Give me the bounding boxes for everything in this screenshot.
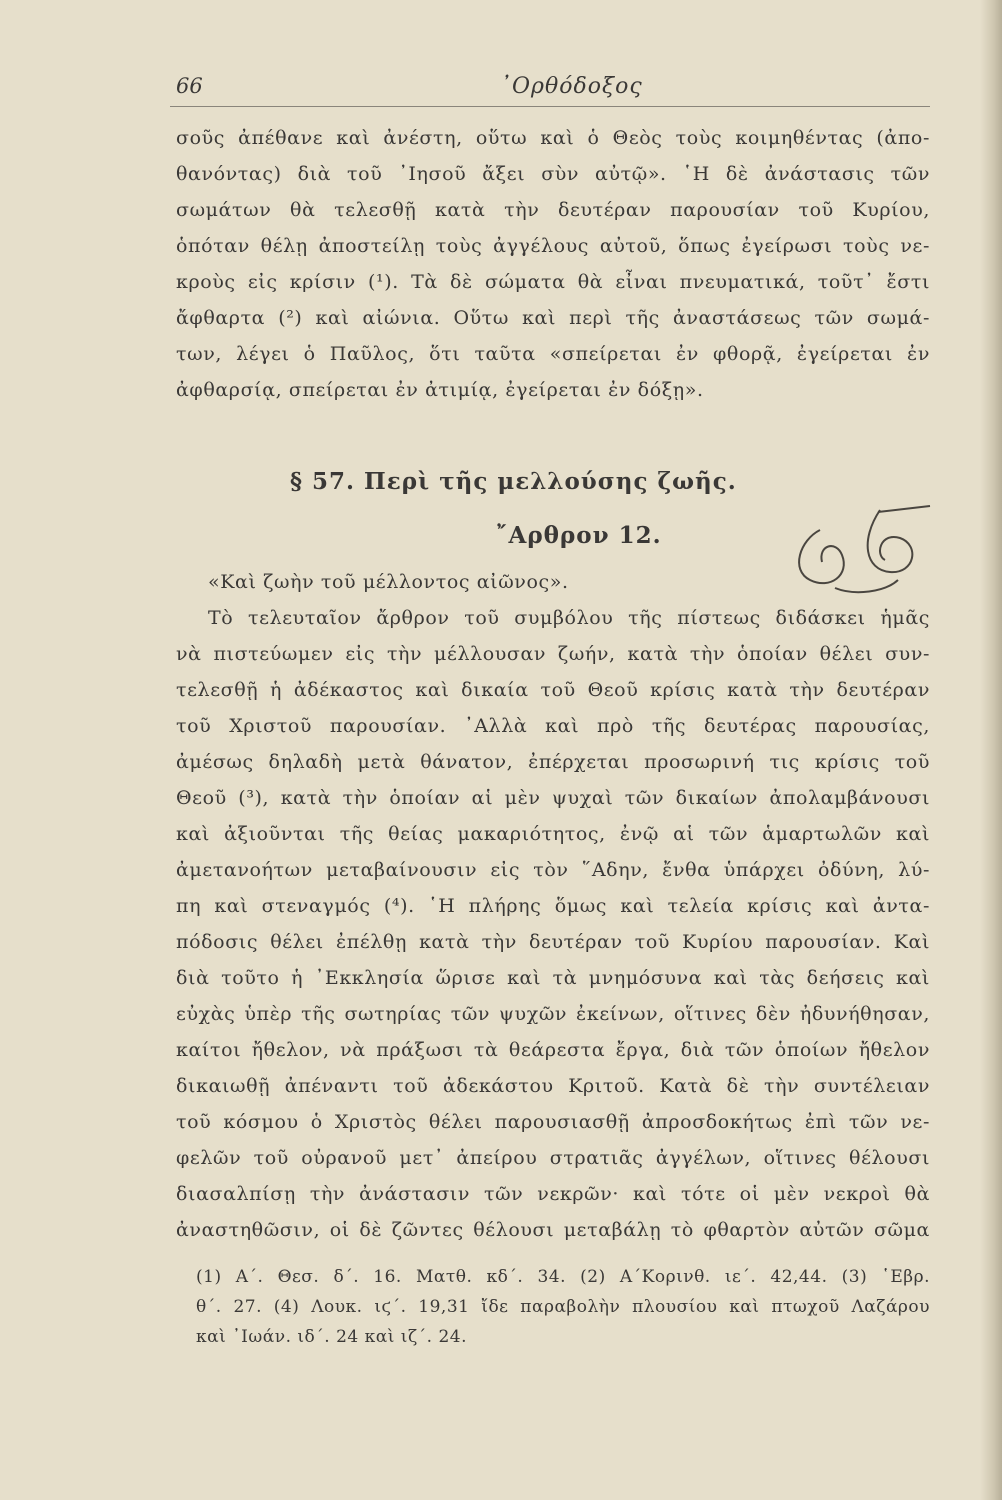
text-line: νὰ πιστεύωμεν εἰς τὴν μέλλουσαν ζωήν, κατὰ τὴν ὁποίαν θέλει συν- xyxy=(176,643,930,665)
text-line: τελεσθῇ ἡ ἀδέκαστος καὶ δικαία τοῦ Θεοῦ κρίσις κατὰ τὴν δευτέραν xyxy=(176,679,930,701)
text-line: τοῦ Χριστοῦ παρουσίαν. ᾿Αλλὰ καὶ πρὸ τῆς δευτέρας παρουσίας, xyxy=(176,715,930,737)
text-line: ἀμέσως δηλαδὴ μετὰ θάνατον, ἐπέρχεται προσωρινή τις κρίσις τοῦ xyxy=(176,751,930,773)
text-line: σοῦς ἀπέθανε καὶ ἀνέστη, οὕτω καὶ ὁ Θεὸς τοὺς κοιμηθέντας (ἀπο- xyxy=(176,127,930,149)
footnote-line: καὶ ᾿Ιωάν. ιδ΄. 24 καὶ ιζ΄. 24. xyxy=(196,1327,468,1347)
text-line: διασαλπίσῃ τὴν ἀνάστασιν τῶν νεκρῶν· καὶ τότε οἱ μὲν νεκροὶ θὰ xyxy=(176,1183,930,1205)
page-number: 66 xyxy=(176,74,203,98)
quote-line: «Καὶ ζωὴν τοῦ μέλλοντος αἰῶνος». xyxy=(208,571,569,593)
text-line: διὰ τοῦτο ἡ ᾿Εκκλησία ὥρισε καὶ τὰ μνημόσυνα καὶ τὰς δεήσεις καὶ xyxy=(176,967,930,989)
text-line: θανόντας) διὰ τοῦ ᾿Ιησοῦ ἄξει σὺν αὐτῷ». ῾Η δὲ ἀνάστασις τῶν xyxy=(176,163,930,185)
text-line: φελῶν τοῦ οὐρανοῦ μετ᾿ ἀπείρου στρατιᾶς ἀγγέλων, οἵτινες θέλουσι xyxy=(176,1147,930,1169)
section-heading: § 57. Περὶ τῆς μελλούσης ζωῆς. xyxy=(290,468,737,495)
footnote-line: (1) Α΄. Θεσ. δ΄. 16. Ματθ. κδ΄. 34. (2) Α΄Κορινθ. ιε΄. 42,44. (3) ῾Εβρ. xyxy=(196,1267,930,1287)
text-line: Θεοῦ (³), κατὰ τὴν ὁποίαν αἱ μὲν ψυχαὶ τῶν δικαίων ἀπολαμβάνουσι xyxy=(176,787,930,809)
text-line: των, λέγει ὁ Παῦλος, ὅτι ταῦτα «σπείρεται ἐν φθορᾷ, ἐγείρεται ἐν xyxy=(176,343,930,365)
text-line: τοῦ κόσμου ὁ Χριστὸς θέλει παρουσιασθῇ ἀπροσδοκήτως ἐπὶ τῶν νε- xyxy=(176,1111,930,1133)
page-header xyxy=(170,72,930,107)
text-line: πη καὶ στεναγμός (⁴). ῾Η πλήρης ὅμως καὶ τελεία κρίσις καὶ ἀντα- xyxy=(176,895,930,917)
text-line: σωμάτων θὰ τελεσθῇ κατὰ τὴν δευτέραν παρουσίαν τοῦ Κυρίου, xyxy=(176,199,930,221)
text-line: καὶ ἀξιοῦνται τῆς θείας μακαριότητος, ἐνῷ αἱ τῶν ἁμαρτωλῶν καὶ xyxy=(176,823,930,845)
text-line: κροὺς εἰς κρίσιν (¹). Τὰ δὲ σώματα θὰ εἶναι πνευματικά, τοῦτ᾿ ἔστι xyxy=(176,271,930,293)
text-line: ἀναστηθῶσιν, οἱ δὲ ζῶντες θέλουσι μεταβάλῃ τὸ φθαρτὸν αὐτῶν σῶμα xyxy=(176,1219,930,1241)
running-title: ᾿Ορθόδοξος xyxy=(500,74,643,99)
page-edge-shadow xyxy=(980,0,1002,1500)
text-line: πόδοσις θέλει ἐπέλθῃ κατὰ τὴν δευτέραν τοῦ Κυρίου παρουσίαν. Καὶ xyxy=(176,931,930,953)
footnote-line: θ΄. 27. (4) Λουκ. ιϛ΄. 19,31 ἴδε παραβολὴν πλουσίου καὶ πτωχοῦ Λαζάρου xyxy=(196,1297,930,1317)
text-line: ἄφθαρτα (²) καὶ αἰώνια. Οὕτω καὶ περὶ τῆς ἀναστάσεως τῶν σωμά- xyxy=(176,307,930,329)
text-line: καίτοι ἤθελον, νὰ πράξωσι τὰ θεάρεστα ἔργα, διὰ τῶν ὁποίων ἤθελον xyxy=(176,1039,930,1061)
text-line: ἀφθαρσίᾳ, σπείρεται ἐν ἀτιμίᾳ, ἐγείρεται ἐν δόξῃ». xyxy=(176,379,704,401)
article-heading: ῎Αρθρον 12. xyxy=(496,522,662,549)
text-line: ἀμετανοήτων μεταβαίνουσιν εἰς τὸν ῞Αδην, ἔνθα ὑπάρχει ὀδύνη, λύ- xyxy=(176,859,930,881)
text-line: Τὸ τελευταῖον ἄρθρον τοῦ συμβόλου τῆς πίστεως διδάσκει ἡμᾶς xyxy=(208,607,930,629)
text-line: ὁπόταν θέλῃ ἀποστείλῃ τοὺς ἀγγέλους αὐτοῦ, ὅπως ἐγείρωσι τοὺς νε- xyxy=(176,235,930,257)
text-line: εὐχὰς ὑπὲρ τῆς σωτηρίας τῶν ψυχῶν ἐκείνων, οἵτινες δὲν ἠδυνήθησαν, xyxy=(176,1003,930,1025)
text-line: δικαιωθῇ ἀπέναντι τοῦ ἀδεκάστου Κριτοῦ. Κατὰ δὲ τὴν συντέλειαν xyxy=(176,1075,930,1097)
